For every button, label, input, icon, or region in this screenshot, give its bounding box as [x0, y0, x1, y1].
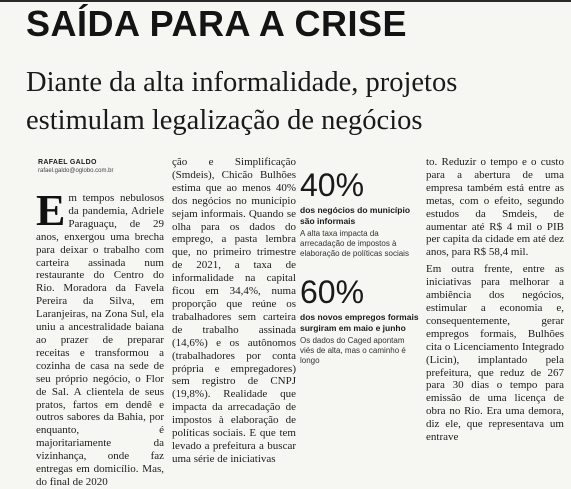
stat-value: 40%: [300, 167, 365, 203]
paragraph: Em outra frente, entre as iniciativas para melhorar a ambiência dos negócios, estimular a economia e, consequentemente, gerar empregos formais, Bulhões cita o Licenciamento Integrado (Licin), implantado pela prefeitura, que reduz de 267 para 30 dias o tempo para emissão de uma licença de obra no Rio. Era uma demora, diz ele, que representava um entrave: [426, 263, 564, 444]
stat-headline: dos negócios do município são informais: [300, 205, 411, 226]
paragraph: ção e Simplificação (Smdeis), Chicão Bulhões estima que ao menos 40% dos negócios no município sejam informais. Quando se olha para os dados do emprego, a pasta lembra que, no primeiro trimestre de 2021, a taxa de informalidade na capital ficou em 34,4%, numa proporção que reúne os trabalhadores sem carteira de trabalho assinada (14,6%) e os autônomos (trabalhadores por conta própria e empregadores) sem registro de CNPJ (19,8%). Realidade que impacta da arrecadação de impostos à elaboração de políticas sociais. E que tem levado a prefeitura a buscar uma série de iniciativas: [172, 156, 296, 465]
drop-cap: E: [36, 186, 66, 235]
stat-block-2: [300, 275, 420, 366]
section-kicker: SAÍDA PARA A CRISE: [26, 3, 408, 44]
headline-line-2: estimulam legalização de negócios: [26, 105, 423, 136]
body-column-1: [36, 186, 164, 489]
paragraph-text: m tempos nebulosos da pandemia, Adriele Paraguaçu, de 29 anos, enxergou uma brecha para deixar o trabalho com carteira assinada num restaurante do Centro do Rio. Moradora da Favela Pereira da Silva, em Laranjeiras, na Zona Sul, ela uniu a ancestralidade baiana ao prazer de preparar receitas e transformou a cozinha de casa na sede de seu próprio negócio, o Flor de Sal. A clientela de seus pratos, fartos em dendê e outros sabores da Bahia, por enquanto, é majoritariamente da vizinhança, onde faz entregas em domicílio. Mas, do final de 2020: [36, 192, 164, 488]
stat-text: A alta taxa impacta da arrecadação de impostos à elaboração de políticas sociais: [300, 229, 409, 258]
stat-text: Os dados do Caged apontam viés de alta, mas o caminho é longo: [300, 336, 406, 365]
author-name: RAFAEL GALDO: [38, 159, 97, 166]
stat-headline: dos novos empregos formais surgiram em maio e junho: [300, 312, 419, 333]
article-headline: [26, 64, 571, 140]
byline: [38, 158, 113, 175]
headline-line-1: Diante da alta informalidade, projetos: [26, 67, 458, 98]
stats-sidebar: [300, 168, 420, 366]
paragraph: to. Reduzir o tempo e o custo para a abertura de uma empresa também está entre as metas, com o efeito, segundo estudos da Smdeis, de aumentar até R$ 4 mil o PIB per capita da cidade em até dez anos, para R$ 58,4 mil.: [426, 156, 564, 259]
top-rule: [0, 0, 571, 2]
stat-value: 60%: [300, 274, 365, 310]
body-column-2: [172, 156, 296, 466]
paragraph: [36, 186, 164, 489]
stat-block-1: [300, 168, 420, 259]
body-column-4: [426, 156, 564, 444]
author-email: rafael.galdo@oglobo.com.br: [38, 168, 114, 174]
